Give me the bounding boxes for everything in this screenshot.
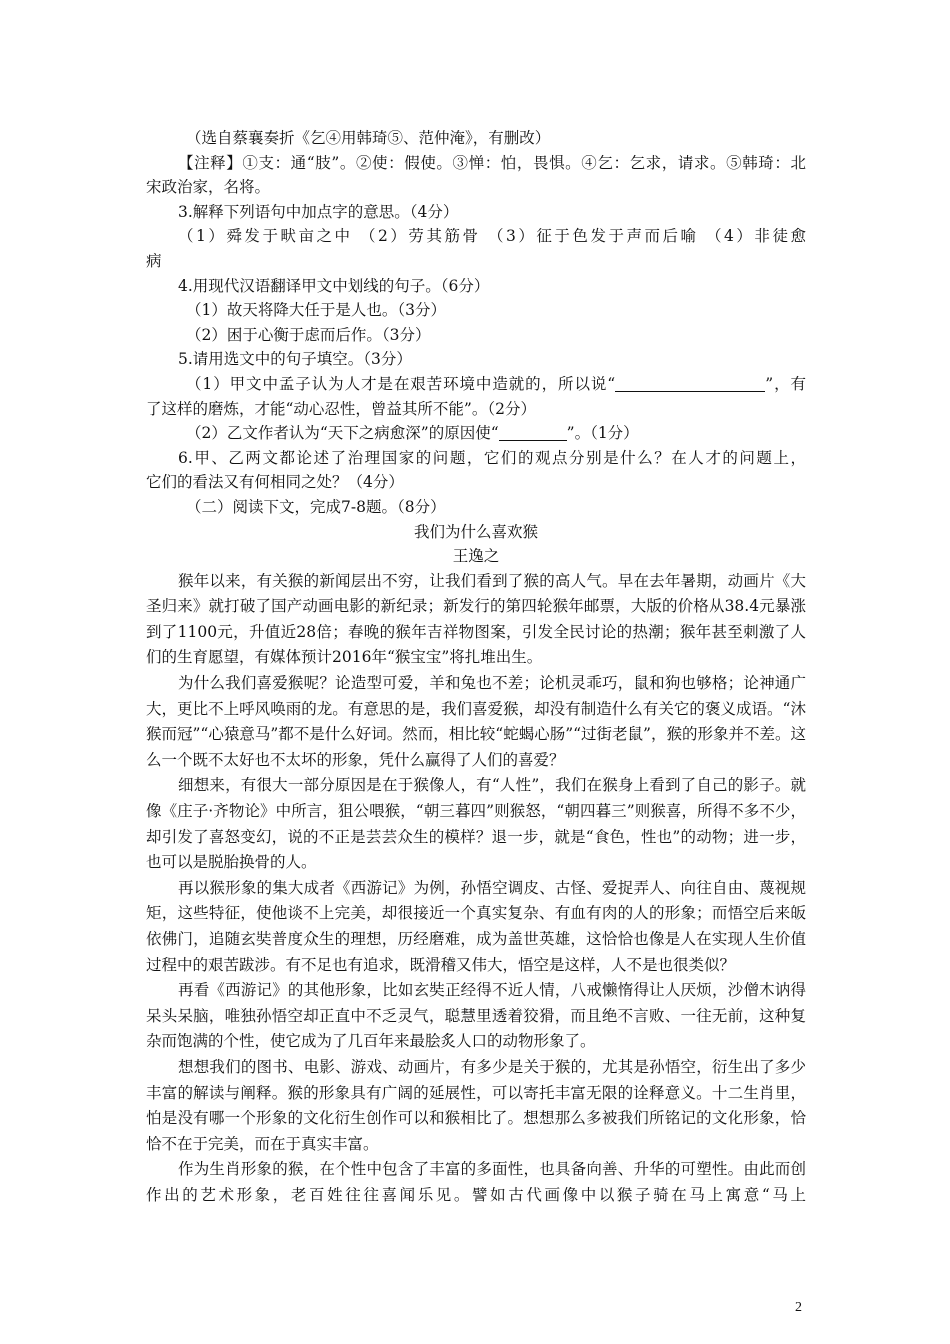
- article-paragraph: 为什么我们喜爱猴呢？论造型可爱，羊和兔也不差；论机灵乖巧，鼠和狗也够格；论神通广大，更比不上呼风唤雨的龙。有意思的是，我们喜爱猴，却没有制造什么有关它的褒义成语。“沐猴而冠”“心猿意马”都不是什么好词。然而，相比较“蛇蝎心肠”“过街老鼠”，猴的形象并不差。这么一个既不太好也不太坏的形象，凭什么赢得了人们的喜爱？: [146, 674, 806, 769]
- article-paragraph: 再看《西游记》的其他形象，比如玄奘正经得不近人情，八戒懒惰得让人厌烦，沙僧木讷得呆头呆脑，唯独孙悟空却正直中不乏灵气，聪慧里透着狡猾，而且绝不言败、一往无前，这种复杂而饱满的个性，使它成为了几百年来最脍炙人口的动物形象了。: [146, 981, 806, 1051]
- question-3-item-3: （3）征于色发于声而后喻: [487, 227, 699, 246]
- question-5-item-2: （2）乙文作者认为“天下之病愈深”的原因使“ ”。（1分）: [186, 424, 639, 443]
- answer-blank-1: [615, 375, 765, 392]
- question-3-wrap: 病: [146, 251, 162, 270]
- notes-line-2: 宋政治家，名将。: [146, 178, 271, 197]
- article-paragraph: 想想我们的图书、电影、游戏、动画片，有多少是关于猴的，尤其是孙悟空，衍生出了多少丰富的解读与阐释。猴的形象具有广阔的延展性，可以寄托丰富无限的诠释意义。十二生肖里，怕是没有哪一个形象的文化衍生创作可以和猴相比了。想想那么多被我们所铭记的文化形象，恰恰不在于完美，而在于真实丰富。: [146, 1057, 806, 1153]
- answer-blank-2: [499, 424, 567, 441]
- section-2-heading: （二）阅读下文，完成7-8题。（8分）: [186, 497, 446, 516]
- question-3-title: 3.解释下列语句中加点字的意思。（4分）: [178, 202, 459, 221]
- notes-line-1: 【注释】①支：通“肢”。②使：假使。③惮：怕，畏惧。④乞：乞求，请求。⑤韩琦：北: [178, 153, 806, 172]
- article-author: 王逸之: [452, 547, 500, 566]
- article-paragraph: 作为生肖形象的猴，在个性中包含了丰富的多面性，也具备向善、升华的可塑性。由此而创作出的艺术形象，老百姓往往喜闻乐见。譬如古代画像中以猴子骑在马上寓意“马上: [146, 1160, 806, 1204]
- question-3-item-1: （1）舜发于畎亩之中: [178, 227, 353, 246]
- article-paragraph: 猴年以来，有关猴的新闻层出不穷，让我们看到了猴的高人气。早在去年暑期，动画片《大圣归来》就打破了国产动画电影的新纪录；新发行的第四轮猴年邮票，大版的价格从38.4元暴涨到了1100元，升值近28倍；春晚的猴年吉祥物图案，引发全民讨论的热潮；猴年甚至刺激了人们的生育愿望，有媒体预计2016年“猴宝宝”将扎堆出生。: [146, 571, 806, 667]
- question-3-items: [146, 224, 806, 249]
- question-6-line-2: 它们的看法又有何相同之处？（4分）: [146, 473, 404, 492]
- question-4-item-1: （1）故天将降大任于是人也。（3分）: [186, 301, 446, 320]
- question-4-item-2: （2）困于心衡于虑而后作。（3分）: [186, 325, 431, 344]
- question-3-item-2: （2）劳其筋骨: [360, 227, 481, 246]
- article-paragraph: 细想来，有很大一部分原因是在于猴像人，有“人性”，我们在猴身上看到了自己的影子。就像《庄子·齐物论》中所言，狙公喂猴，“朝三暮四”则猴怒，“朝四暮三”则猴喜，所得不多不少，却引发了喜怒变幻，说的不正是芸芸众生的模样？退一步，就是“食色，性也”的动物；进一步，也可以是脱胎换骨的人。: [146, 776, 806, 872]
- question-3-item-4: （4）非徒愈: [706, 227, 806, 246]
- document-page: [146, 126, 806, 1209]
- article-paragraph: 再以猴形象的集大成者《西游记》为例，孙悟空调皮、古怪、爱捉弄人、向往自由、蔑视规矩，这些特征，使他谈不上完美，却很接近一个真实复杂、有血有肉的人的形象；而悟空后来皈依佛门，追随玄奘普度众生的理想，历经磨难，成为盖世英雄，这恰恰也像是人在实现人生价值过程中的艰苦跋涉。有不足也有追求，既滑稽又伟大，悟空是这样，人不是也很类似？: [146, 878, 806, 974]
- question-6-line-1: 6.甲、乙两文都论述了治理国家的问题，它们的观点分别是什么？在人才的问题上，: [178, 448, 806, 467]
- question-5-item-1-wrap: 了这样的磨炼，才能“动心忍性，曾益其所不能”。（2分）: [146, 399, 536, 418]
- page-number: 2: [795, 1300, 802, 1315]
- question-5-item-1: （1）甲文中孟子认为人才是在艰苦环境中造就的，所以说“ ”，有: [186, 374, 806, 393]
- question-5-title: 5.请用选文中的句子填空。（3分）: [178, 350, 412, 369]
- question-4-title: 4.用现代汉语翻译甲文中划线的句子。（6分）: [178, 276, 490, 295]
- article-title: 我们为什么喜欢猴: [413, 522, 538, 541]
- source-citation: （选自蔡襄奏折《乞④用韩琦⑤、范仲淹》，有删改）: [186, 129, 551, 147]
